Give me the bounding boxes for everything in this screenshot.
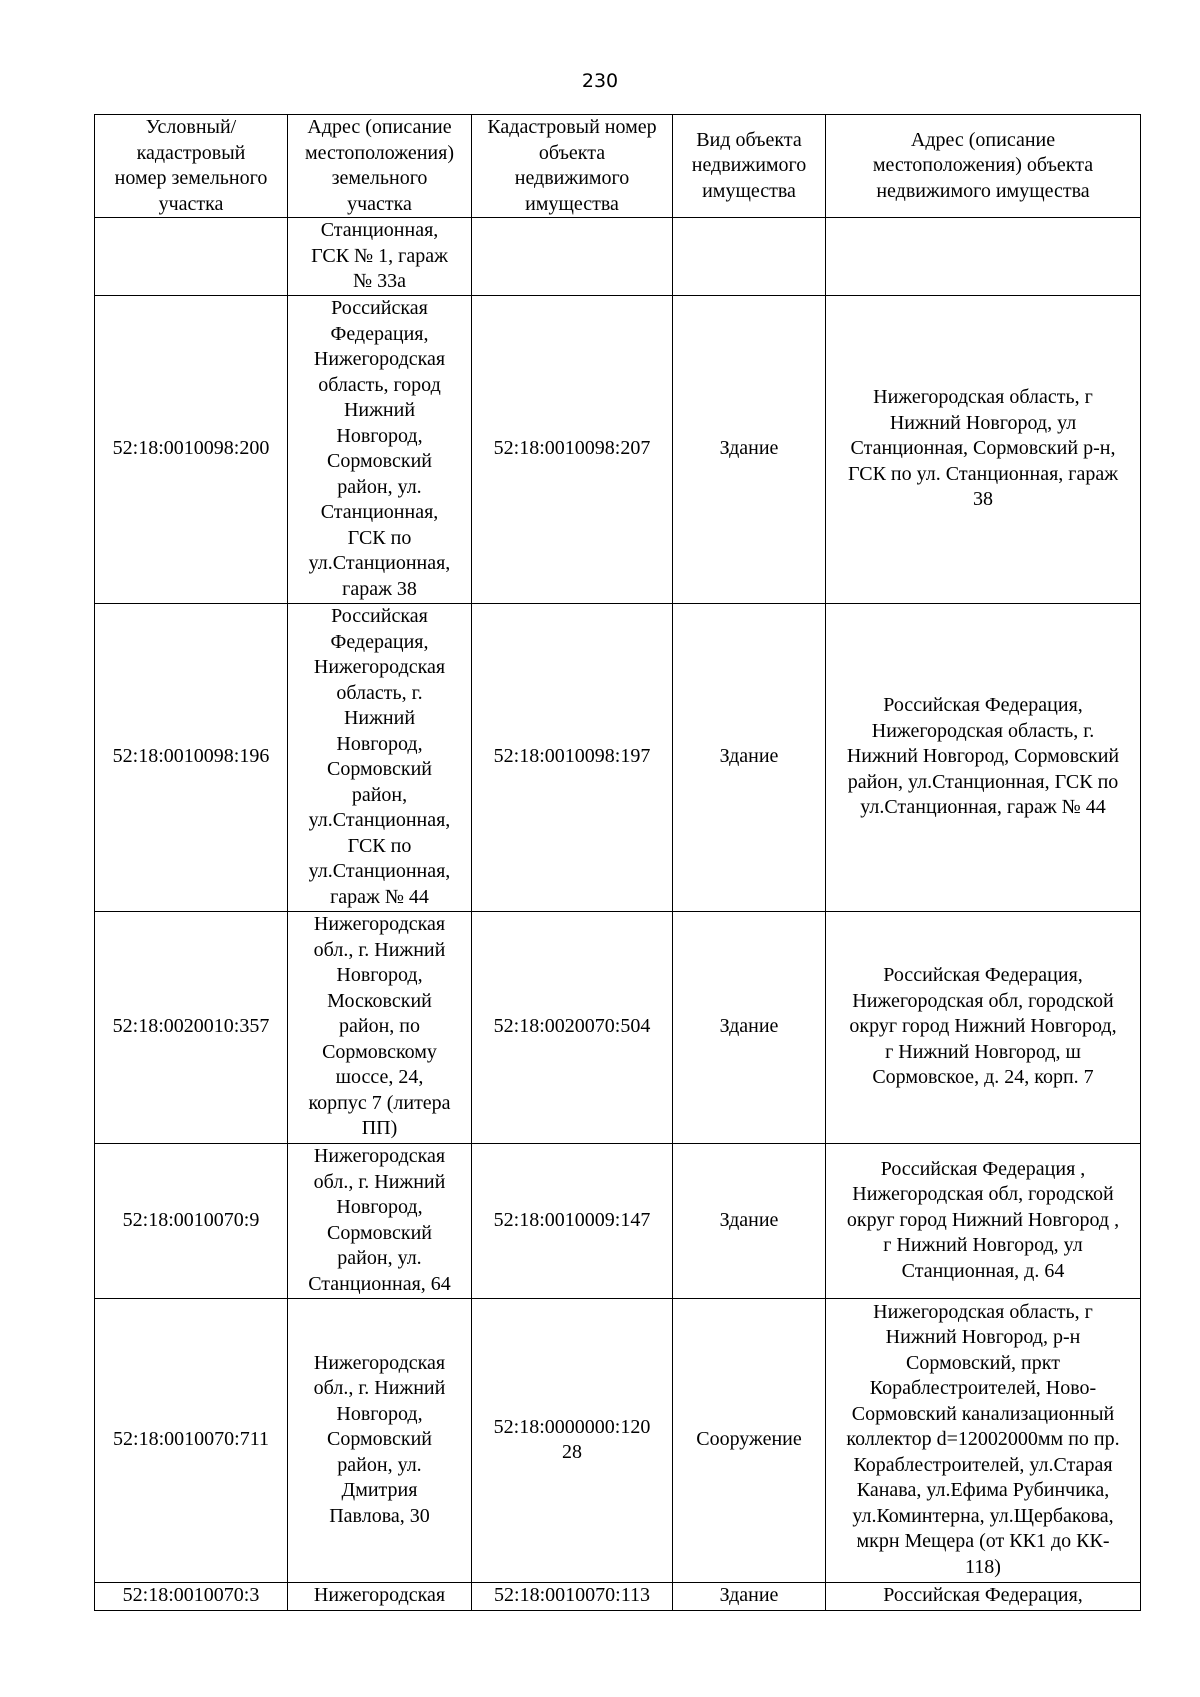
cell-land-number: 52:18:0010070:9 [95,1143,288,1298]
header-land-number: Условный/ кадастровый номер земельного участка [95,115,288,218]
cell-object-number: 52:18:0000000:120 28 [472,1298,673,1582]
table-row [95,218,1141,296]
cell-land-number: 52:18:0010070:711 [95,1298,288,1582]
header-object-type: Вид объекта недвижимого имущества [673,115,826,218]
cell-land-number [95,218,288,296]
cell-object-address: Российская Федерация, Нижегородская область, г. Нижний Новгород, Сормовский район, ул.Станционная, ГСК по ул.Станционная, гараж № 44 [826,603,1141,911]
table-row [95,603,1141,911]
table-row [95,1582,1141,1610]
cell-object-number: 52:18:0010098:197 [472,603,673,911]
cell-object-number: 52:18:0010009:147 [472,1143,673,1298]
table-header-row [95,115,1141,218]
cell-object-type: Здание [673,603,826,911]
cell-object-address: Российская Федерация, Нижегородская обл, городской округ город Нижний Новгород, г Нижний Новгород, ш Сормовское, д. 24, корп. 7 [826,911,1141,1143]
cell-object-number: 52:18:0010070:113 [472,1582,673,1610]
cell-object-type [673,218,826,296]
table-row [95,1143,1141,1298]
table-row [95,1298,1141,1582]
table-row [95,295,1141,603]
cell-land-address: Нижегородская обл., г. Нижний Новгород, Сормовский район, ул. Дмитрия Павлова, 30 [288,1298,472,1582]
cell-object-number: 52:18:0020070:504 [472,911,673,1143]
cell-land-number: 52:18:0010070:3 [95,1582,288,1610]
cell-object-type: Сооружение [673,1298,826,1582]
table-row [95,911,1141,1143]
cell-land-address: Станционная, ГСК № 1, гараж № 33а [288,218,472,296]
cell-land-number: 52:18:0010098:200 [95,295,288,603]
cell-object-type: Здание [673,295,826,603]
cell-object-address: Нижегородская область, г Нижний Новгород, р-н Сормовский, пркт Кораблестроителей, Ново- Сормовский канализационный коллектор d=12002000мм по пр. Кораблестроителей, ул.Старая Канава, ул.Ефима Рубинчика, ул.Коминтерна, ул.Щербакова, мкрн Мещера (от КК1 до КК- 118) [826,1298,1141,1582]
registry-table [94,114,1141,1611]
cell-object-type: Здание [673,911,826,1143]
cell-object-address: Российская Федерация , Нижегородская обл, городской округ город Нижний Новгород , г Нижний Новгород, ул Станционная, д. 64 [826,1143,1141,1298]
cell-land-number: 52:18:0020010:357 [95,911,288,1143]
page-number: 230 [581,70,619,92]
cell-land-address: Нижегородская обл., г. Нижний Новгород, Московский район, по Сормовскому шоссе, 24, корпус 7 (литера ПП) [288,911,472,1143]
cell-object-address [826,218,1141,296]
cell-object-number [472,218,673,296]
header-land-address: Адрес (описание местоположения) земельного участка [288,115,472,218]
cell-object-type: Здание [673,1582,826,1610]
cell-object-address: Российская Федерация, [826,1582,1141,1610]
cell-land-number: 52:18:0010098:196 [95,603,288,911]
cell-object-address: Нижегородская область, г Нижний Новгород, ул Станционная, Сормовский р-н, ГСК по ул. Станционная, гараж 38 [826,295,1141,603]
cell-object-type: Здание [673,1143,826,1298]
cell-land-address: Нижегородская [288,1582,472,1610]
cell-land-address: Российская Федерация, Нижегородская область, город Нижний Новгород, Сормовский район, ул. Станционная, ГСК по ул.Станционная, гараж 38 [288,295,472,603]
cell-object-number: 52:18:0010098:207 [472,295,673,603]
header-object-number: Кадастровый номер объекта недвижимого имущества [472,115,673,218]
cell-land-address: Нижегородская обл., г. Нижний Новгород, Сормовский район, ул. Станционная, 64 [288,1143,472,1298]
cell-land-address: Российская Федерация, Нижегородская область, г. Нижний Новгород, Сормовский район, ул.Станционная, ГСК по ул.Станционная, гараж № 44 [288,603,472,911]
header-object-address: Адрес (описание местоположения) объекта недвижимого имущества [826,115,1141,218]
